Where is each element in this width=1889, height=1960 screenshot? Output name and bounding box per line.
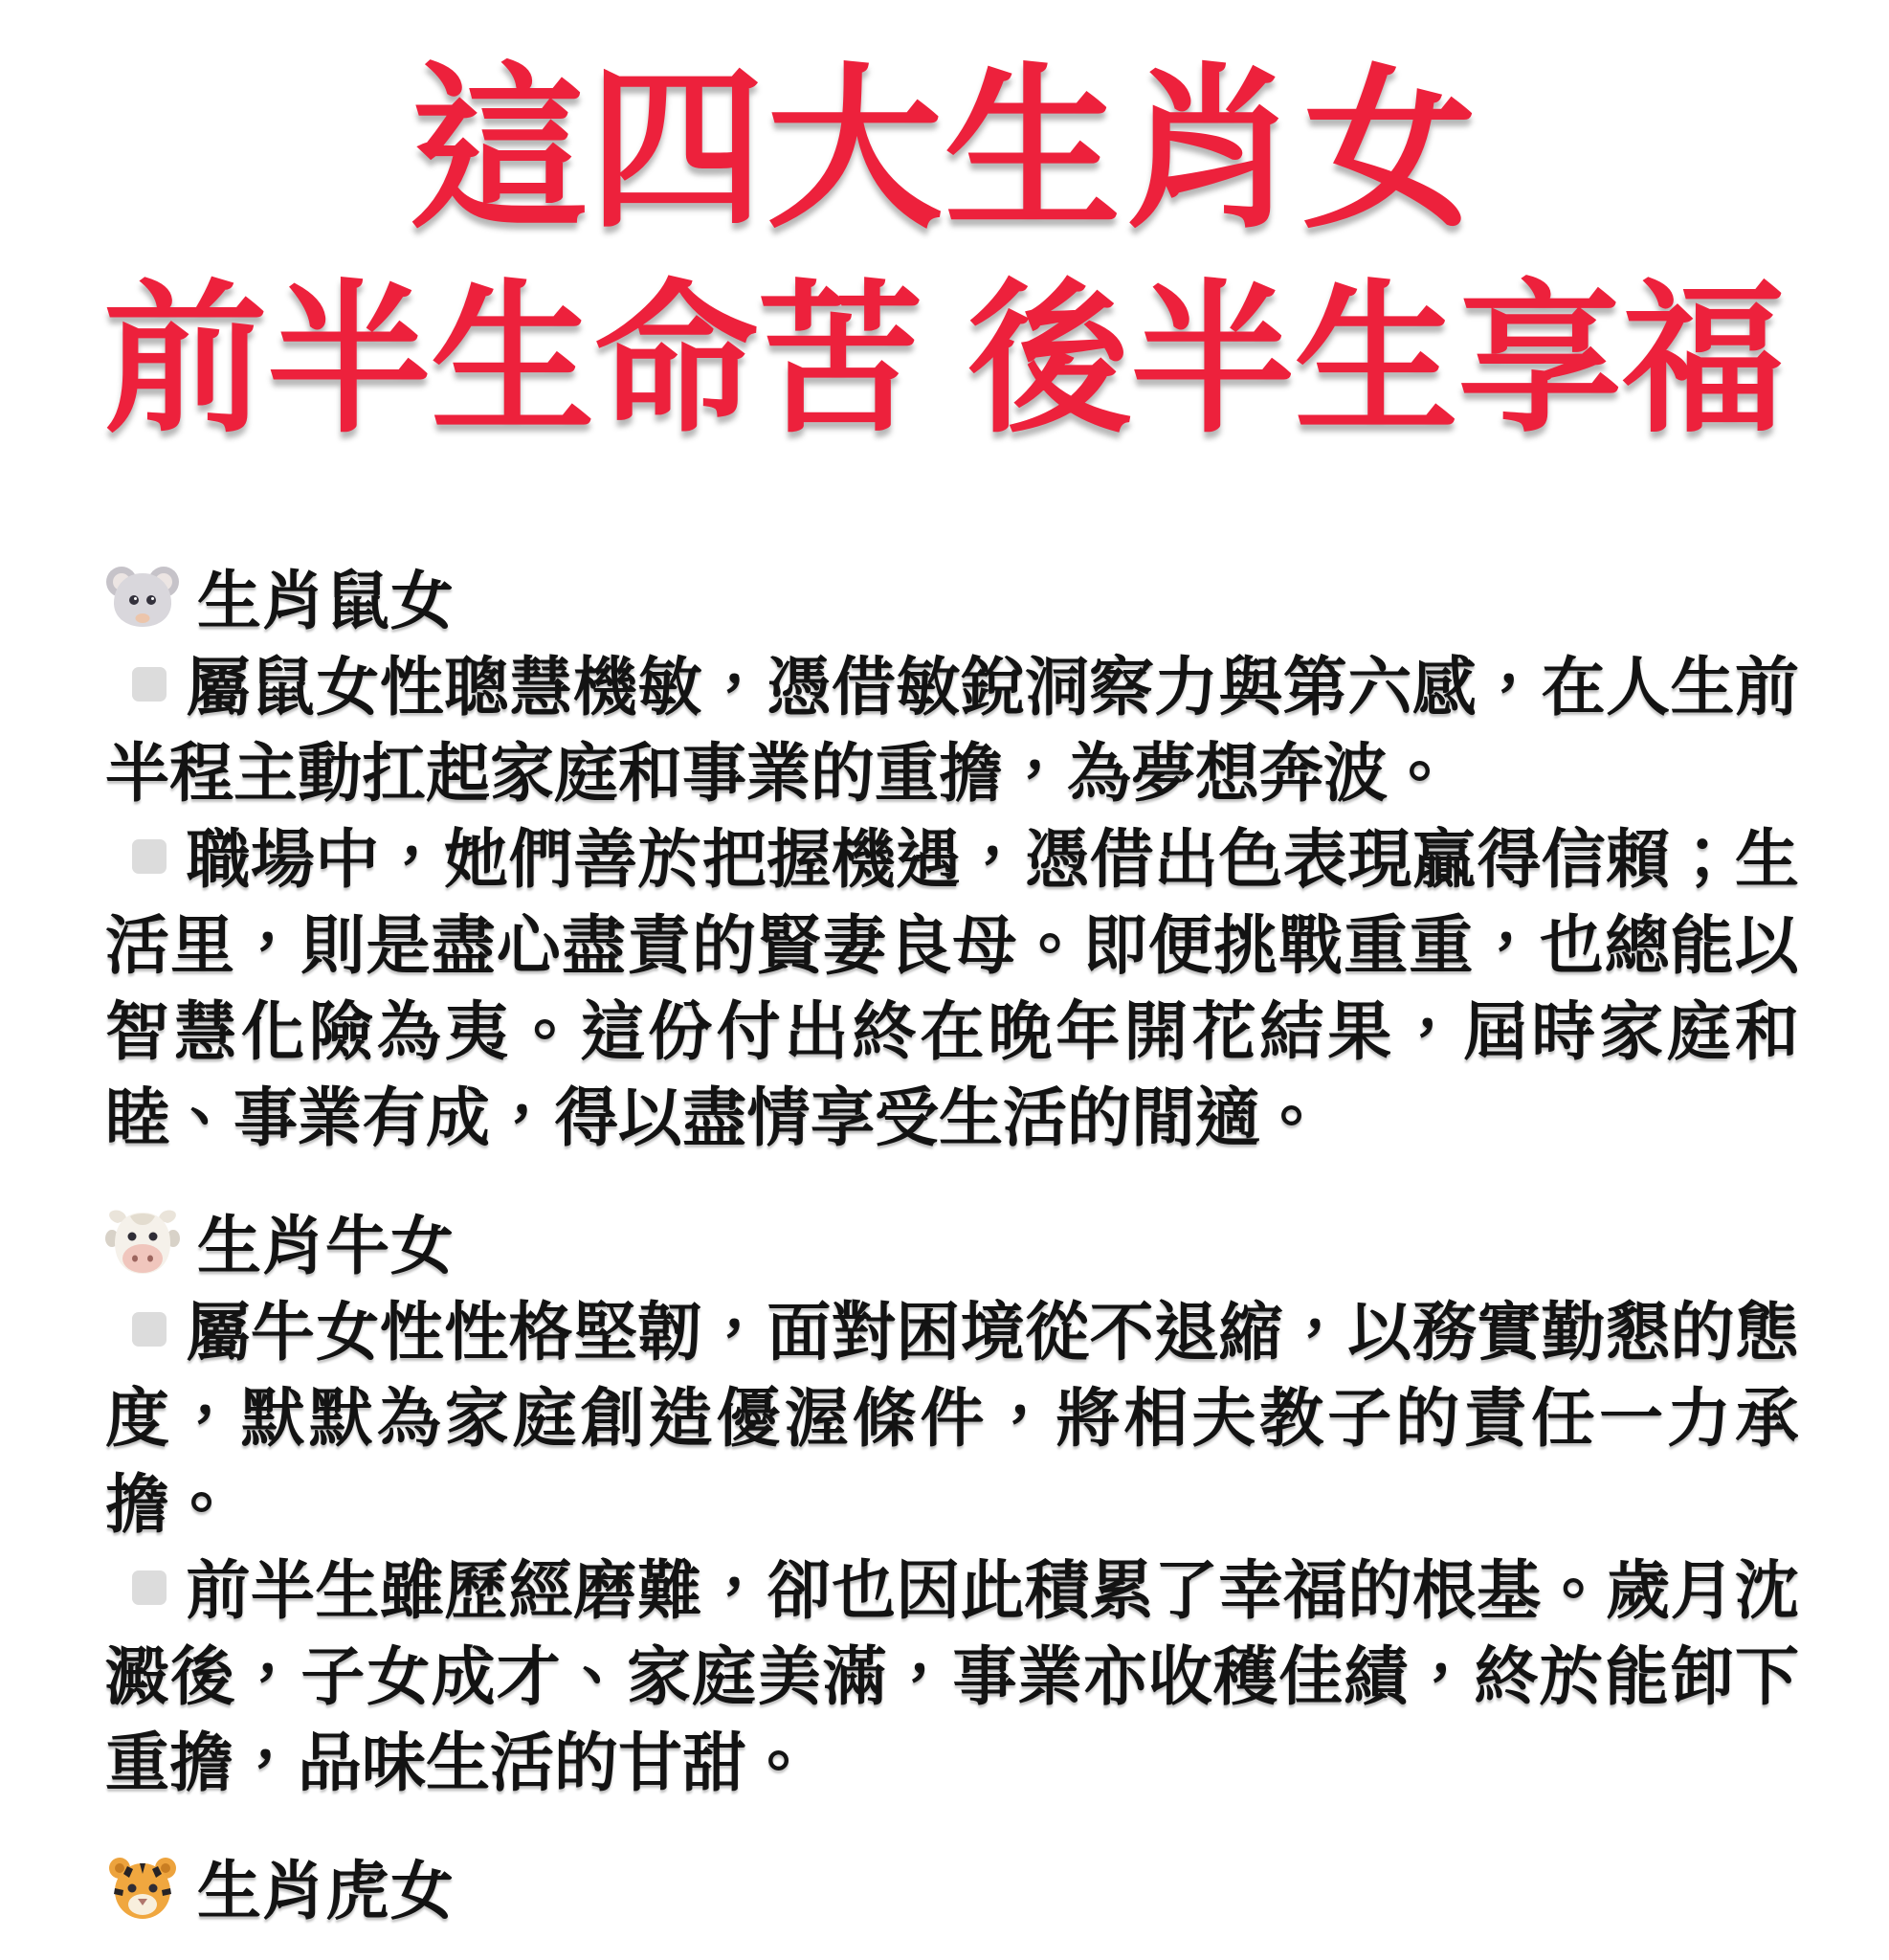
paragraph-text: 前半生雖歷經磨難，卻也因此積累了幸福的根基。歲月沈澱後，子女成才、家庭美滿，事業亦收穫佳績，終於能卸下重擔，品味生活的甘甜。	[105, 1555, 1799, 1799]
square-bullet-icon	[132, 1312, 167, 1347]
paragraph	[105, 645, 1799, 817]
square-bullet-icon	[132, 1570, 167, 1605]
mouse-face-emoji-icon	[105, 562, 180, 636]
section-ox-heading	[105, 1204, 1799, 1290]
section-rat	[105, 559, 1799, 1162]
square-bullet-icon	[132, 667, 167, 702]
tiger-face-emoji-icon	[105, 1852, 180, 1927]
section-ox-title: 生肖牛女	[197, 1211, 454, 1282]
article-body	[0, 559, 1889, 1935]
square-bullet-icon	[132, 839, 167, 874]
section-rat-title: 生肖鼠女	[197, 566, 454, 637]
cow-face-emoji-icon	[105, 1207, 180, 1281]
section-tiger	[105, 1849, 1799, 1935]
title-line-1: 這四大生肖女	[410, 51, 1478, 248]
section-tiger-heading	[105, 1849, 1799, 1935]
section-rat-heading	[105, 559, 1799, 645]
paragraph	[105, 817, 1799, 1162]
paragraph-text: 屬牛女性性格堅韌，面對困境從不退縮，以務實勤懇的態度，默默為家庭創造優渥條件，將相夫教子的責任一力承擔。	[105, 1297, 1799, 1541]
page-title	[0, 0, 1889, 463]
section-tiger-title: 生肖虎女	[197, 1856, 454, 1927]
paragraph-text: 屬鼠女性聰慧機敏，憑借敏銳洞察力與第六感，在人生前半程主動扛起家庭和事業的重擔，為夢想奔波。	[105, 652, 1799, 810]
paragraph	[105, 1548, 1799, 1807]
title-line-2: 前半生命苦 後半生享福	[103, 269, 1786, 452]
paragraph	[105, 1290, 1799, 1548]
section-ox	[105, 1204, 1799, 1807]
paragraph-text: 職場中，她們善於把握機遇，憑借出色表現贏得信賴；生活里，則是盡心盡責的賢妻良母。即便挑戰重重，也總能以智慧化險為夷。這份付出終在晚年開花結果，屆時家庭和睦、事業有成，得以盡情享受生活的閒適。	[105, 824, 1799, 1154]
